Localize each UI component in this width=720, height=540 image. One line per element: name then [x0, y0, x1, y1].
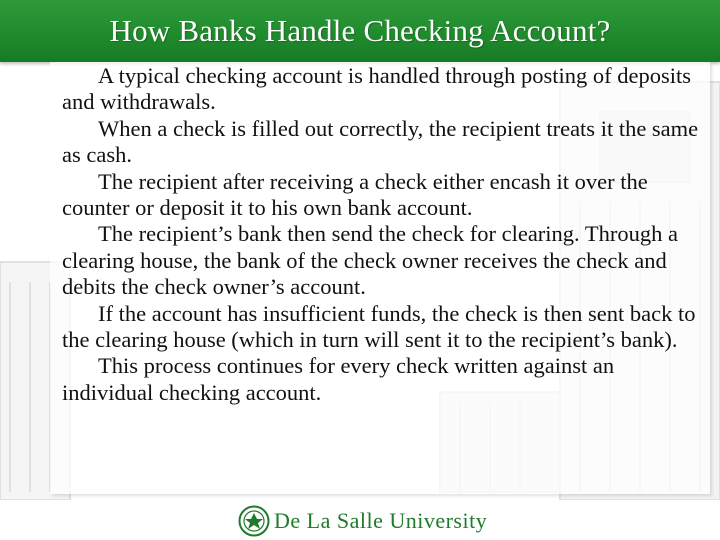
slide-body [62, 63, 702, 406]
paragraph-6: This process continues for every check written against an individual checking account. [62, 353, 615, 405]
title-bar [0, 0, 720, 62]
slide-title: How Banks Handle Checking Account? [109, 13, 611, 48]
university-seal-icon [238, 505, 270, 537]
paragraph-5: If the account has insufficient funds, the check is then sent back to the clearing house (which in turn will sent it to the recipient’s bank). [62, 300, 696, 353]
paragraph-1: A typical checking account is handled through posting of deposits and withdrawals. [62, 63, 692, 115]
paragraph-4: The recipient’s bank then send the check for clearing. Through a clearing house, the bank of the check owner receives the check and debits the check owner’s account. [62, 221, 678, 300]
institution-name: De La Salle University [274, 508, 488, 533]
paragraph-3: The recipient after receiving a check either encash it over the counter or deposit it to his own bank account. [62, 168, 648, 221]
paragraph-2: When a check is filled out correctly, the recipient treats it the same as cash. [62, 115, 699, 168]
